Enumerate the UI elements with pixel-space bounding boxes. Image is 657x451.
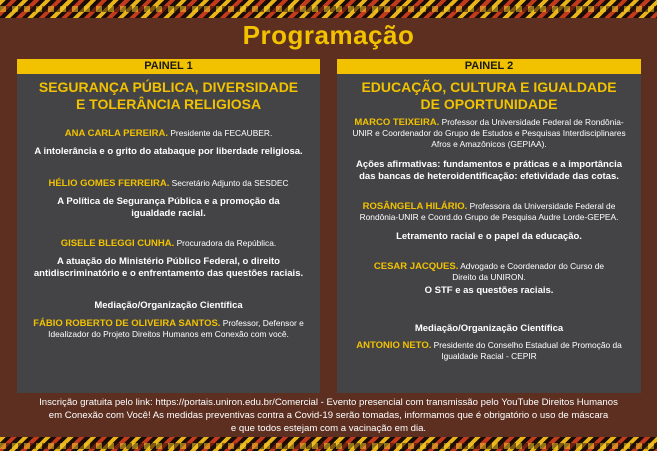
speaker-topic: O STF e as questões raciais.	[424, 285, 554, 296]
footer-line: Inscrição gratuita pelo link: https://portais.uniron.edu.br/Comercial - Evento presencial com transmissão pelo YouTube Direitos Humanos	[39, 397, 618, 408]
panel-1-title	[17, 79, 320, 113]
panel-2	[337, 59, 641, 393]
mediator-role: Igualdade Racial - CEPIR	[441, 351, 537, 361]
panel-1-header: PAINEL 1	[17, 59, 320, 74]
footer-line: e que todos estejam com a vacinação em dia.	[230, 423, 427, 434]
speaker-role: Direito da UNIRON.	[452, 272, 526, 282]
speaker-name: CESAR JACQUES.	[373, 261, 459, 272]
speaker-role: Presidente da FECAUBER.	[168, 128, 273, 138]
panel-1	[17, 59, 320, 393]
topic-line: A Política de Segurança Pública e a promoção da	[57, 196, 280, 207]
panel-2-title-line2: DE OPORTUNIDADE	[420, 96, 558, 112]
mediator-name: ANTONIO NETO.	[356, 340, 432, 351]
speaker-rosangela-hilario	[337, 201, 641, 223]
speaker-marco-teixeira	[337, 117, 641, 150]
topic-line: das bancas de heteroidentificação: efetividade das cotas.	[359, 171, 619, 182]
mediator-role: Presidente do Conselho Estadual de Promoção da	[431, 340, 622, 350]
speaker-name: GISELE BLEGGI CUNHA.	[60, 238, 175, 249]
panel-1-title-line2: E TOLERÂNCIA RELIGIOSA	[75, 96, 262, 112]
speaker-topic: A intolerância e o grito do atabaque por liberdade religiosa.	[34, 146, 303, 157]
page-title: Programação	[242, 20, 415, 50]
speaker-role: Professor da Universidade Federal de Rondônia-	[439, 117, 624, 127]
speaker-name: MARCO TEIXEIRA.	[354, 117, 440, 128]
speaker-role: Procuradora da República.	[174, 238, 277, 248]
speaker-topic	[17, 196, 320, 220]
topic-line: antidiscriminatório e o enfrentamento das questões raciais.	[33, 268, 304, 279]
topic-line: igualdade racial.	[131, 208, 206, 219]
speaker-role: Advogado e Coordenador do Curso de	[458, 261, 605, 271]
speaker-name: ROSÂNGELA HILÁRIO.	[362, 201, 468, 212]
mediation-label: Mediação/Organização Científica	[414, 323, 564, 334]
decorative-top-border	[0, 0, 657, 18]
mediator-role: Professor, Defensor e	[220, 318, 304, 328]
footer-notice	[0, 396, 657, 435]
topic-line: A atuação do Ministério Público Federal, o direito	[57, 256, 280, 267]
mediator-antonio-neto	[337, 340, 641, 362]
mediator-name: FÁBIO ROBERTO DE OLIVEIRA SANTOS.	[33, 318, 221, 329]
topic-line: Ações afirmativas: fundamentos e práticas e a importância	[355, 159, 623, 170]
speaker-topic	[17, 256, 320, 280]
mediation-label: Mediação/Organização Científica	[94, 300, 243, 311]
speaker-topic: Letramento racial e o papel da educação.	[396, 231, 582, 242]
speaker-cesar-jacques	[337, 261, 641, 283]
speaker-gisele-bleggi	[17, 238, 320, 249]
speaker-topic	[337, 159, 641, 183]
speaker-name: ANA CARLA PEREIRA.	[64, 128, 168, 139]
speaker-ana-carla	[17, 128, 320, 139]
speaker-helio-gomes	[17, 178, 320, 189]
footer-line: em Conexão com Você! As medidas preventivas contra a Covid-19 serão tomadas, informamos que é obrigatório o uso de máscara	[48, 410, 609, 421]
mediator-role: Idealizador do Projeto Direitos Humanos em Conexão com você.	[48, 329, 289, 339]
speaker-role: Professora da Universidade Federal de	[467, 201, 616, 211]
speaker-role: Secretário Adjunto da SESDEC	[169, 178, 289, 188]
panel-2-header: PAINEL 2	[337, 59, 641, 74]
speaker-role: UNIR e Coordenador do Grupo de Estudos e Pesquisas Interdisciplinares	[352, 128, 626, 138]
decorative-bottom-border	[0, 437, 657, 451]
panel-1-title-line1: SEGURANÇA PÚBLICA, DIVERSIDADE	[38, 79, 299, 95]
speaker-role: Rondônia-UNIR e Coord.do Grupo de Pesquisa Audre Lorde-GEPEA.	[359, 212, 619, 222]
panel-2-title-line1: EDUCAÇÃO, CULTURA E IGUALDADE	[361, 79, 617, 95]
speaker-name: HÉLIO GOMES FERREIRA.	[48, 178, 170, 189]
panel-2-title	[337, 79, 641, 113]
mediator-fabio	[17, 318, 320, 340]
speaker-role: Afros e Amazônicos (GEPIAA).	[431, 139, 547, 149]
